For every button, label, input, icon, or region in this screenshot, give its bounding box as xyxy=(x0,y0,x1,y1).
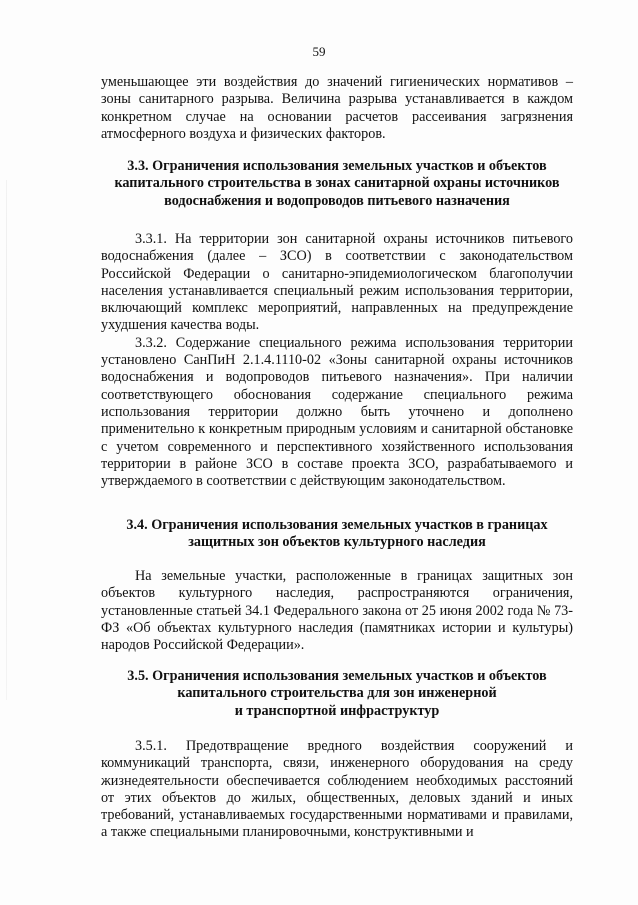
scan-edge-shadow xyxy=(6,180,7,700)
intro-block xyxy=(101,74,573,143)
section-3-4 xyxy=(101,517,573,552)
section-3-3-body xyxy=(101,231,573,490)
paragraph-3-4: На земельные участки, расположенные в границах защитных зон объектов культурного наследия, распространяются ограничения, установленные статьей 34.1 Федерального закона от 25 июня 2002 года № 73-ФЗ «Об объектах культурного наследия (памятниках истории и культуры) народов Российской Федерации». xyxy=(101,568,573,654)
section-3-4-heading: 3.4. Ограничения использования земельных участков в границах защитных зон объектов культурного наследия xyxy=(126,517,548,551)
section-3-5-heading: 3.5. Ограничения использования земельных участков и объектов капитального строительства для зон инженерной и транспортной инфраструктур xyxy=(127,668,547,719)
paragraph-3-5-1: 3.5.1. Предотвращение вредного воздействия сооружений и коммуникаций транспорта, связи, инженерного оборудования на среду жизнедеятельности обеспечивается соблюдением необходимых расстояний от этих объектов до жилых, общественных, деловых зданий и иных требований, устанавливаемых государственными нормативами и правилами, а также специальными планировочными, конструктивными и xyxy=(101,738,573,841)
section-3-5-body xyxy=(101,738,573,842)
paragraph-3-3-1: 3.3.1. На территории зон санитарной охраны источников питьевого водоснабжения (далее – ЗСО) в соответствии с законодательством Российской Федерации о санитарно-эпидемиологическом благополучии населения устанавливается специальный режим использования территории, включающий комплекс мероприятий, направленных на предупреждение ухудшения качества воды. xyxy=(101,231,573,334)
section-3-4-body xyxy=(101,568,573,654)
page-number: 59 xyxy=(312,44,326,59)
section-3-5 xyxy=(101,668,573,720)
section-3-3-heading: 3.3. Ограничения использования земельных участков и объектов капитального строительства в зонах санитарной охраны источников водоснабжения и водопроводов питьевого назначения xyxy=(114,158,560,209)
intro-paragraph: уменьшающее эти воздействия до значений гигиенических нормативов – зоны санитарного разрыва. Величина разрыва устанавливается в каждом конкретном случае на основании расчетов рассеивания загрязнения атмосферного воздуха и физических факторов. xyxy=(101,74,573,142)
section-3-3 xyxy=(101,158,573,210)
paragraph-3-3-2: 3.3.2. Содержание специального режима использования территории установлено СанПиН 2.1.4.1110-02 «Зоны санитарной охраны источников водоснабжения и водопроводов питьевого назначения». При наличии соответствующего обоснования содержание специального режима использования территории должно быть уточнено и дополнено применительно к конкретным природным условиям и санитарной обстановке с учетом современного и перспективного хозяйственного использования территории в районе ЗСО в составе проекта ЗСО, разрабатываемого и утверждаемого в соответствии с действующим законодательством. xyxy=(101,334,573,490)
